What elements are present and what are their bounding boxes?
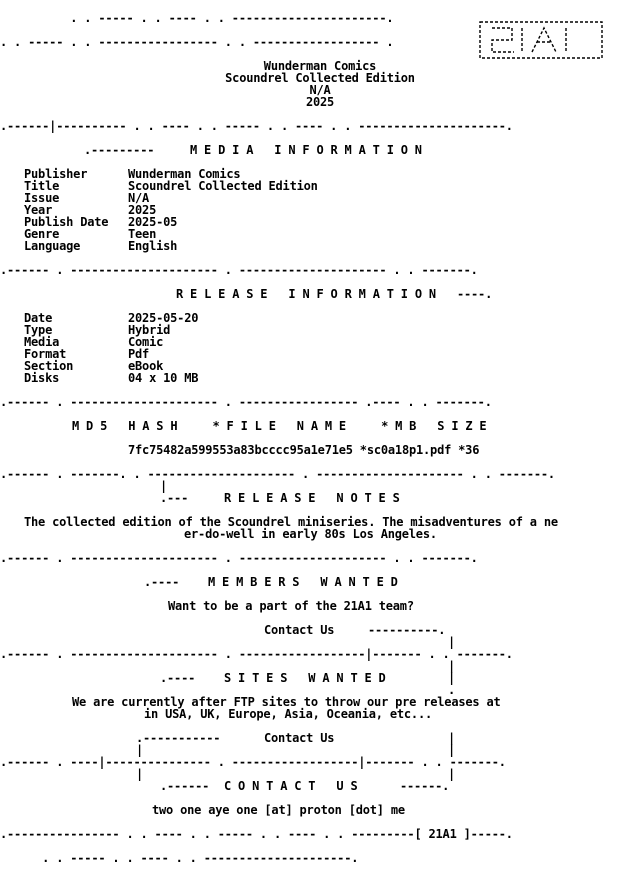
release-info-value: Hybrid [128, 323, 171, 337]
contact-box-rule: | [448, 743, 456, 757]
release-info-label: Media [24, 335, 109, 349]
sites-heading-rule: .---- [160, 671, 210, 685]
separator-line: .------ . -------. . --------------------- . --------------------- . . -------. [0, 467, 555, 481]
contact-us-label: Contact Us [264, 731, 335, 745]
separator-line: .------ . --------------------- . ----------------- .---- . . -------. [0, 395, 492, 409]
header-issue: N/A [309, 83, 331, 97]
bottom-border-line: . . ----- . . ---- . . ---------------------. [0, 851, 359, 865]
media-info-label: Publisher [24, 167, 109, 181]
release-info-label: Date [24, 311, 109, 325]
media-info-label: Title [24, 179, 109, 193]
sites-rule: | [448, 671, 456, 685]
contact-email: two one aye one [at] proton [dot] me [152, 803, 405, 817]
media-info-value: N/A [128, 191, 150, 205]
contact-heading-rule: .------ [160, 779, 224, 793]
header-title: Scoundrel Collected Edition [225, 71, 415, 85]
hash-heading: M D 5 H A S H * F I L E N A M E * M B S I Z E [72, 419, 487, 433]
group-logo-text: 21A1 [541, 60, 544, 61]
release-info-value: Pdf [128, 347, 150, 361]
release-info-label: Section [24, 359, 109, 373]
top-border-line: . . ----- . . ----------------- . . ------------------ . [0, 35, 394, 49]
release-notes-heading: R E L E A S E N O T E S [224, 491, 400, 505]
media-info-label: Year [24, 203, 109, 217]
top-border-line: . . ----- . . ---- . . ----------------------. [0, 11, 394, 25]
group-logo-graphic [478, 18, 604, 62]
media-info-value: 2025 [128, 203, 157, 217]
release-info-label: Format [24, 347, 109, 361]
header-publisher: Wunderman Comics [263, 59, 377, 73]
notes-heading-rule: | [160, 479, 168, 493]
header-year: 2025 [305, 95, 335, 109]
separator-line: .------|---------- . . ---- . . ----- . . ---- . . ---------------------. [0, 119, 513, 133]
separator-line: .------ . --------------------- . --------------------- . . -------. [0, 263, 478, 277]
notes-heading-rule: .--- [160, 491, 210, 505]
contact-box-rule: | [136, 743, 144, 757]
hash-line: 7fc75482a599553a83bcccc95a1e71e5 *sc0a18p1.pdf *36 [128, 443, 480, 457]
media-info-label: Issue [24, 191, 109, 205]
contact-heading-rule: ------. [400, 779, 450, 793]
release-info-heading: R E L E A S E I N F O R M A T I O N ----. [176, 287, 493, 301]
release-info-label: Type [24, 323, 109, 337]
sites-wanted-text: We are currently after FTP sites to throw our pre releases at [72, 695, 501, 709]
contact-heading: C O N T A C T U S [224, 779, 358, 793]
separator-line: .------ . --------------------- . ------------------|------- . . -------. [0, 647, 513, 661]
media-info-value: 2025-05 [128, 215, 178, 229]
release-info-value: 2025-05-20 [128, 311, 199, 325]
sites-wanted-text: in USA, UK, Europe, Asia, Oceania, etc... [144, 707, 433, 721]
release-info-value: eBook [128, 359, 164, 373]
media-info-value: English [128, 239, 178, 253]
media-info-heading: M E D I A I N F O R M A T I O N [190, 143, 422, 157]
media-info-label: Language [24, 239, 109, 253]
media-info-value: Teen [128, 227, 157, 241]
release-info-label: Disks [24, 371, 109, 385]
media-info-value: Wunderman Comics [128, 167, 241, 181]
release-info-value: Comic [128, 335, 164, 349]
separator-line: .------ . --------------------- . --------------------- . . -------. [0, 551, 478, 565]
members-wanted-text: Want to be a part of the 21A1 team? [168, 599, 414, 613]
release-info-value: 04 x 10 MB [128, 371, 199, 385]
release-notes-text: er-do-well in early 80s Los Angeles. [184, 527, 437, 541]
sites-rule: | [448, 659, 456, 673]
media-heading-rule: .--------- [84, 143, 169, 157]
media-info-label: Publish Date [24, 215, 109, 229]
sites-rule: . [448, 683, 456, 697]
contact-box-rule: | [136, 767, 144, 781]
contact-rule: | [448, 635, 456, 649]
contact-box-rule: | [448, 731, 456, 745]
contact-box-rule: .----------- [136, 731, 235, 745]
group-logo [478, 18, 604, 62]
members-wanted-heading: M E M B E R S W A N T E D [208, 575, 398, 589]
contact-us-label: Contact Us [264, 623, 335, 637]
release-notes-text: The collected edition of the Scoundrel miniseries. The misadventures of a ne [24, 515, 558, 529]
separator-line: .---------------- . . ---- . . ----- . . ---- . . ---------[ 21A1 ]-----. [0, 827, 513, 841]
separator-line: .------ . ----|--------------- . ------------------|------- . . -------. [0, 755, 506, 769]
media-info-value: Scoundrel Collected Edition [128, 179, 318, 193]
contact-rule: ----------. [368, 623, 446, 637]
members-heading-rule: .---- [144, 575, 194, 589]
media-info-label: Genre [24, 227, 109, 241]
contact-box-rule: | [448, 767, 456, 781]
sites-wanted-heading: S I T E S W A N T E D [224, 671, 386, 685]
